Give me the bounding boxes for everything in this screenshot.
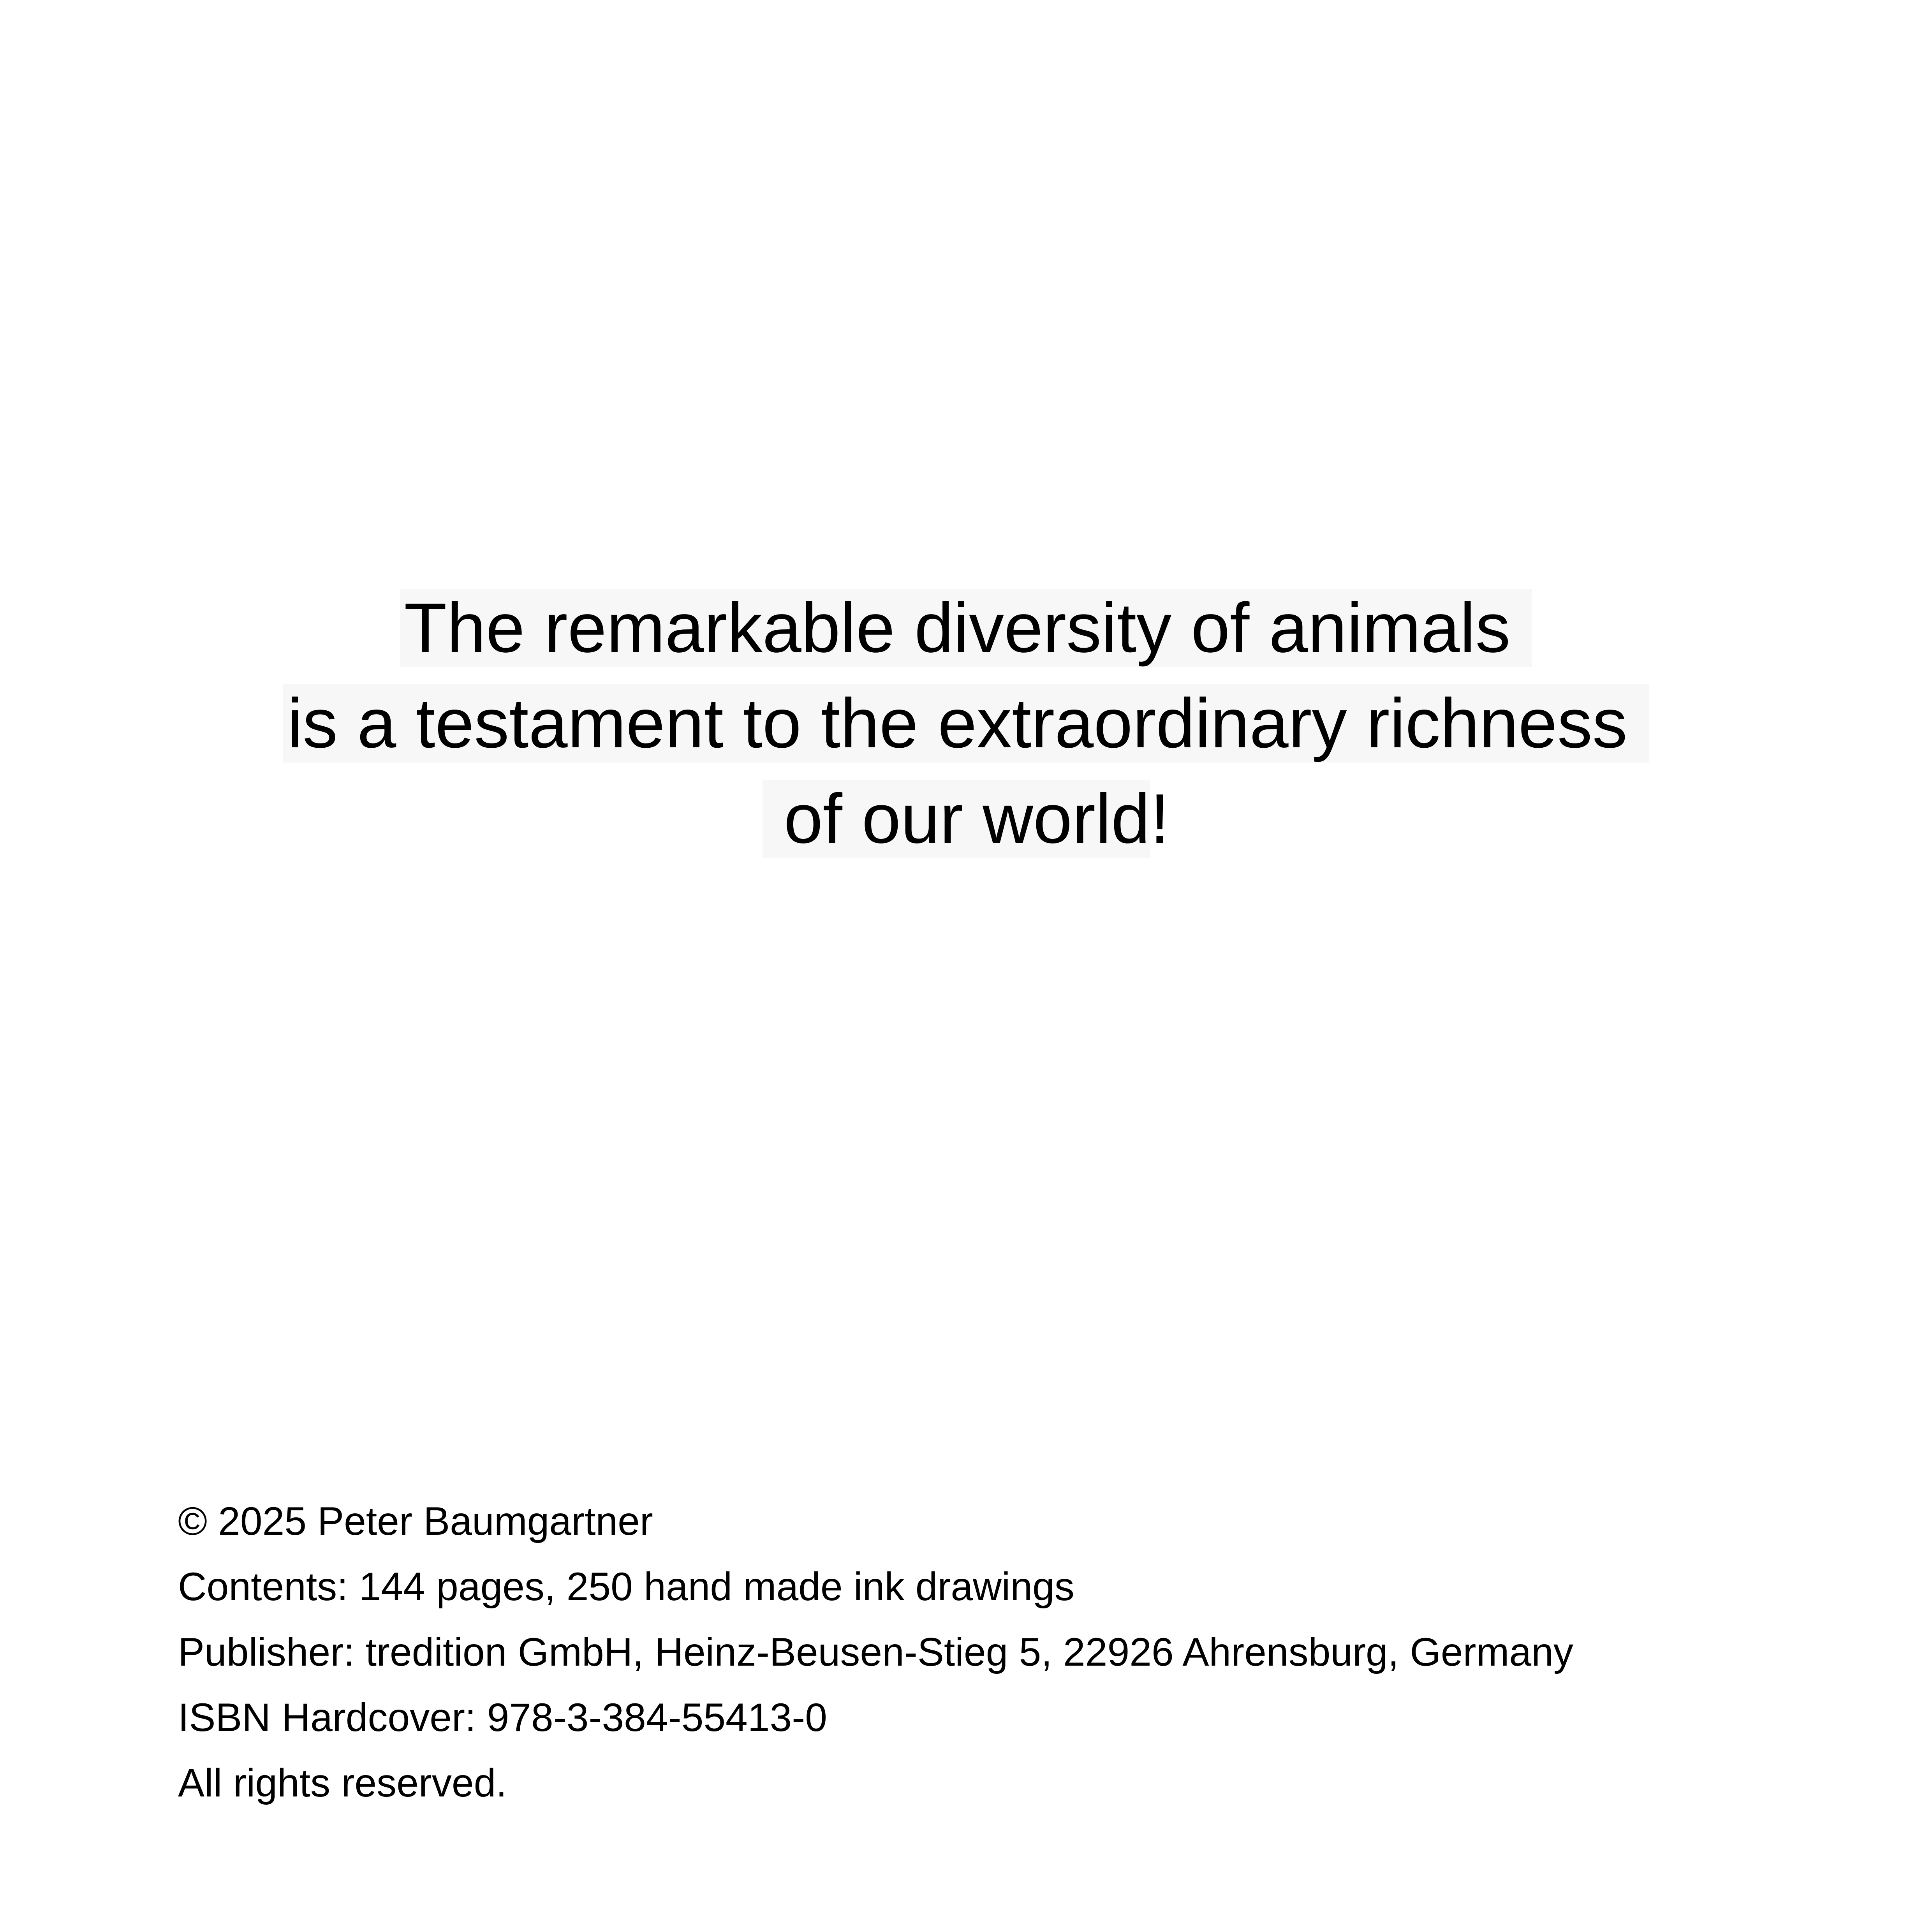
copyright-year: 2025	[218, 1499, 307, 1543]
quote-line-2	[0, 676, 1932, 771]
quote-line-1-text: The remarkable diversity of animals	[400, 589, 1532, 667]
publisher-line	[178, 1619, 1573, 1685]
copyright-line	[178, 1488, 1573, 1554]
dedication-quote	[0, 580, 1932, 866]
quote-exclamation: !	[1150, 780, 1170, 858]
quote-line-3-text: of our world	[763, 780, 1150, 858]
quote-line-1	[0, 580, 1932, 676]
isbn-label: ISBN Hardcover:	[178, 1695, 476, 1740]
colophon	[178, 1488, 1573, 1816]
rights-line: All rights reserved.	[178, 1761, 507, 1805]
publisher-value: tredition GmbH, Heinz-Beusen-Stieg 5, 22926 Ahrensburg, Germany	[365, 1630, 1573, 1674]
quote-line-3	[0, 771, 1932, 866]
copyright-symbol: ©	[178, 1499, 208, 1543]
author-name: Peter Baumgartner	[317, 1499, 653, 1543]
publisher-label: Publisher:	[178, 1630, 355, 1674]
contents-value: 144 pages, 250 hand made ink drawings	[359, 1564, 1074, 1609]
contents-label: Contents:	[178, 1564, 348, 1609]
contents-line	[178, 1554, 1573, 1619]
quote-line-2-text: is a testament to the extraordinary richness	[283, 684, 1649, 763]
isbn-line	[178, 1685, 1573, 1750]
isbn-value: 978-3-384-55413-0	[487, 1695, 827, 1740]
